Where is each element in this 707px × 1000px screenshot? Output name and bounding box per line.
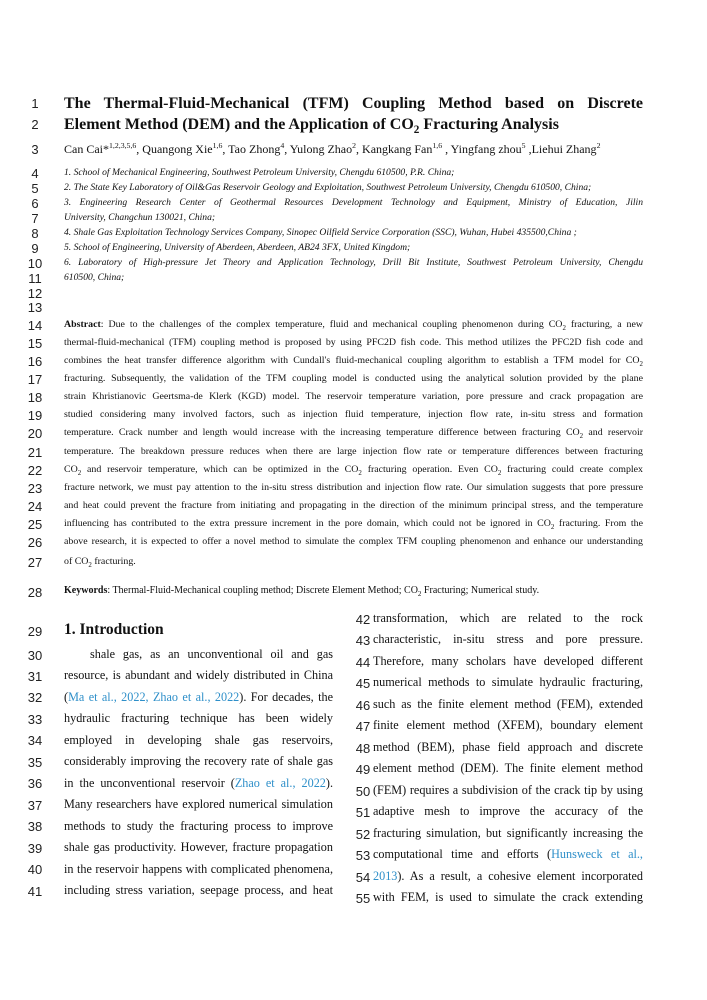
affiliation-3: 3. Engineering Research Center of Geothermal Resources Development Technology and Equipment, Ministry of Education, Jilin — [64, 197, 643, 208]
abstract-line: combines the heat transfer difference algorithm with Cundall's fluid-mechanical coupling algorithm to establish a TFM model for $CO_2$ — [64, 355, 643, 368]
abstract-line: temperature. Crack number and length would increase with the increasing temperature difference between fracturing $CO_2$ and reservoir — [64, 427, 644, 440]
line-number: 5 — [31, 181, 39, 196]
line-number: 22 — [27, 463, 43, 478]
affiliation-1: 1. School of Mechanical Engineering, Southwest Petroleum University, Chengdu 610500, P.R. China; — [64, 167, 455, 178]
author-list — [64, 142, 643, 157]
line-number: 55 — [355, 891, 371, 906]
body-text-line: characteristic, in-situ stress and pore pressure. — [373, 632, 643, 646]
line-number: 41 — [27, 884, 43, 899]
line-number: 13 — [27, 300, 43, 315]
abstract-line: and heat could prevent the fracture from initiating and propagating in the direction of the minimum principal stress, and the temperature — [64, 500, 643, 511]
line-number: 23 — [27, 481, 43, 496]
line-number: 17 — [27, 372, 43, 387]
paper-title-line-2: Element Method (DEM) and the Application of $CO_2$ Fracturing Analysis — [64, 116, 559, 137]
affiliation-5: 5. School of Engineering, University of Aberdeen, Aberdeen, AB24 3FX, United Kingdom; — [64, 242, 411, 253]
body-text-line: considerably improving the recovery rate of shale gas — [64, 754, 333, 768]
line-number: 19 — [27, 408, 43, 423]
line-number: 44 — [355, 655, 371, 670]
line-number: 31 — [27, 669, 43, 684]
line-number: 15 — [27, 336, 43, 351]
line-number: 39 — [27, 841, 43, 856]
line-number: 8 — [31, 226, 39, 241]
body-text-line: Many researchers have explored numerical simulation — [64, 797, 333, 811]
line-number: 7 — [31, 211, 39, 226]
body-text-line: computational time and efforts (Hunsweck et al., — [373, 847, 643, 861]
affiliation-2: 2. The State Key Laboratory of Oil&Gas Reservoir Geology and Exploitation, Southwest Petroleum University, Chengdu 610500, China; — [64, 182, 592, 193]
body-text-line: resource, is abundant and widely distributed in China — [64, 668, 333, 682]
line-number: 24 — [27, 499, 43, 514]
affiliation-4: 4. Shale Gas Exploitation Technology Services Company, Sinopec Oilfield Service Corporation (SSC), Wuhan, Hubei 435500,China ; — [64, 227, 577, 238]
affiliation-6-cont: 610500, China; — [64, 272, 125, 283]
line-number: 40 — [27, 862, 43, 877]
keywords-label: Keywords — [64, 585, 108, 596]
line-number: 36 — [27, 776, 43, 791]
body-text-line: Therefore, many scholars have developed different — [373, 654, 643, 668]
author: Liehui Zhang$^2$ — [531, 141, 601, 156]
affiliation-6: 6. Laboratory of High-pressure Jet Theory and Application Technology, Drill Bit Institute, Southwest Petroleum University, Chengdu — [64, 257, 643, 268]
body-text-line: finite element method (XFEM), boundary element — [373, 718, 643, 732]
line-number: 29 — [27, 624, 43, 639]
abstract-label: Abstract — [64, 319, 101, 330]
line-number: 25 — [27, 517, 43, 532]
line-number: 12 — [27, 286, 43, 301]
abstract-line: temperature. The breakdown pressure reduces when there are large injection flow rate or temperature differences between fracturing — [64, 446, 643, 457]
abstract-line: studied considering many involved factors, such as injection fluid temperature, injection flow rate, in-situ stress and formation — [64, 409, 643, 420]
line-number: 6 — [31, 196, 39, 211]
line-number: 47 — [355, 719, 371, 734]
line-number: 53 — [355, 848, 371, 863]
line-number: 54 — [355, 870, 371, 885]
paper-title-line-1: The Thermal-Fluid-Mechanical (TFM) Coupling Method based on Discrete — [64, 95, 643, 112]
keywords: Keywords: Thermal-Fluid-Mechanical coupling method; Discrete Element Method; $CO_2$ Fracturing; Numerical study. — [64, 585, 540, 598]
line-number: 18 — [27, 390, 43, 405]
body-text-line: method (BEM), phase field approach and discrete — [373, 740, 643, 754]
body-text-line: in the unconventional reservoir (Zhao et al., 2022). — [64, 776, 333, 790]
body-text-line: including stress variation, seepage process, and heat — [64, 883, 333, 897]
line-number: 27 — [27, 555, 43, 570]
abstract-line: above research, it is expected to offer a novel method to simulate the complex TFM coupling phenomenon and enhance our understanding — [64, 536, 643, 547]
body-text-line: transformation, which are related to the rock — [373, 611, 643, 625]
line-number: 21 — [27, 445, 43, 460]
line-number: 28 — [27, 585, 43, 600]
line-number: 9 — [31, 241, 39, 256]
line-number: 3 — [31, 142, 39, 157]
line-number: 45 — [355, 676, 371, 691]
abstract-line: Abstract: Due to the challenges of the complex temperature, fluid and mechanical coupling phenomenon during $CO_2$ fracturing, a new — [64, 319, 643, 332]
body-text-line: with FEM, is used to simulate the crack extending — [373, 890, 643, 904]
line-number: 26 — [27, 535, 43, 550]
body-text-line: numerical methods to simulate hydraulic fracturing, — [373, 675, 643, 689]
line-number: 48 — [355, 741, 371, 756]
abstract-line: fracture network, we must pay attention to the in-situ stress distribution and injection flow rate. Our simulation suggests that pore pressure — [64, 482, 643, 493]
line-number: 30 — [27, 648, 43, 663]
section-heading: 1. Introduction — [64, 621, 164, 638]
line-number: 33 — [27, 712, 43, 727]
line-number: 38 — [27, 819, 43, 834]
abstract-line: of $CO_2$ fracturing. — [64, 556, 136, 569]
line-number: 16 — [27, 354, 43, 369]
author: Kangkang Fan$^{1,6}$ , — [362, 141, 451, 156]
line-number: 32 — [27, 690, 43, 705]
body-text-line: methods to study the fracturing process to improve — [64, 819, 333, 833]
line-number: 14 — [27, 318, 43, 333]
body-text-line: in the reservoir happens with complicated phenomena, — [64, 862, 333, 876]
line-number: 52 — [355, 827, 371, 842]
line-number: 10 — [27, 256, 43, 271]
line-number: 46 — [355, 698, 371, 713]
line-number: 11 — [28, 271, 42, 286]
body-text-line: 2013). As a result, a cohesive element incorporated — [373, 869, 643, 883]
line-number: 42 — [355, 612, 371, 627]
body-text-line: such as the finite element method (FEM), extended — [373, 697, 643, 711]
line-number: 51 — [355, 805, 371, 820]
affiliation-3-cont: University, Changchun 130021, China; — [64, 212, 216, 223]
abstract-line: fracturing. Subsequently, the validation of the TFM coupling model is conducted using the analytical solution provided by the plane — [64, 373, 643, 384]
abstract-line: thermal-fluid-mechanical (TFM) coupling method is proposed by using PFC2D fish code. This method utilizes the PFC2D fish code and — [64, 337, 643, 348]
line-number: 2 — [31, 117, 39, 132]
body-text-line: hydraulic fracturing technique has been widely — [64, 711, 333, 725]
line-number: 4 — [31, 166, 39, 181]
author: Yulong Zhao$^2$, — [289, 141, 363, 156]
abstract-line: $CO_2$ and reservoir temperature, which can be optimized in the $CO_2$ fracturing operation. Even $CO_2$ fracturing could create complex — [64, 464, 643, 477]
line-number: 43 — [355, 633, 371, 648]
abstract-line: influencing has contributed to the extra pressure increment in the pore domain, which could not be ignored in $CO_2$ fracturing. From the — [64, 518, 643, 531]
author: Yingfang zhou$^5$ , — [450, 141, 532, 156]
body-text-line: fracturing simulation, but significantly increasing the — [373, 826, 643, 840]
citation-link[interactable]: Hunsweck et al., — [551, 847, 643, 861]
line-number: 35 — [27, 755, 43, 770]
line-number: 1 — [31, 96, 39, 111]
author: Quangong Xie$^{1,6}$, — [142, 141, 229, 156]
line-number: 20 — [27, 426, 43, 441]
line-number: 49 — [355, 762, 371, 777]
body-text-line: element method (DEM). The finite element method — [373, 761, 643, 775]
body-text-line: (FEM) requires a subdivision of the crack tip by using — [373, 783, 643, 797]
body-text-line: shale gas, as an unconventional oil and gas — [90, 647, 333, 661]
line-number: 50 — [355, 784, 371, 799]
author: Can Cai*$^{1,2,3,5,6}$, — [64, 141, 143, 156]
author: Tao Zhong$^4$, — [228, 141, 290, 156]
abstract-line: strain Khristianovic Geertsma-de Klerk (KGD) model. The reservoir temperature variation, pore pressure and crack propagation are — [64, 391, 643, 402]
citation-link[interactable]: Zhao et al., 2022 — [234, 776, 326, 790]
line-number: 37 — [27, 798, 43, 813]
line-number: 34 — [27, 733, 43, 748]
body-text-line: employed in developing shale gas reservoirs, — [64, 733, 333, 747]
body-text-line: shale gas productivity. However, fracture propagation — [64, 840, 333, 854]
body-text-line: adaptive mesh to improve the accuracy of the — [373, 804, 643, 818]
citation-link[interactable]: Ma et al., 2022, Zhao et al., 2022 — [68, 690, 240, 704]
citation-link[interactable]: 2013 — [373, 869, 398, 883]
body-text-line: (Ma et al., 2022, Zhao et al., 2022). For decades, the — [64, 690, 333, 704]
